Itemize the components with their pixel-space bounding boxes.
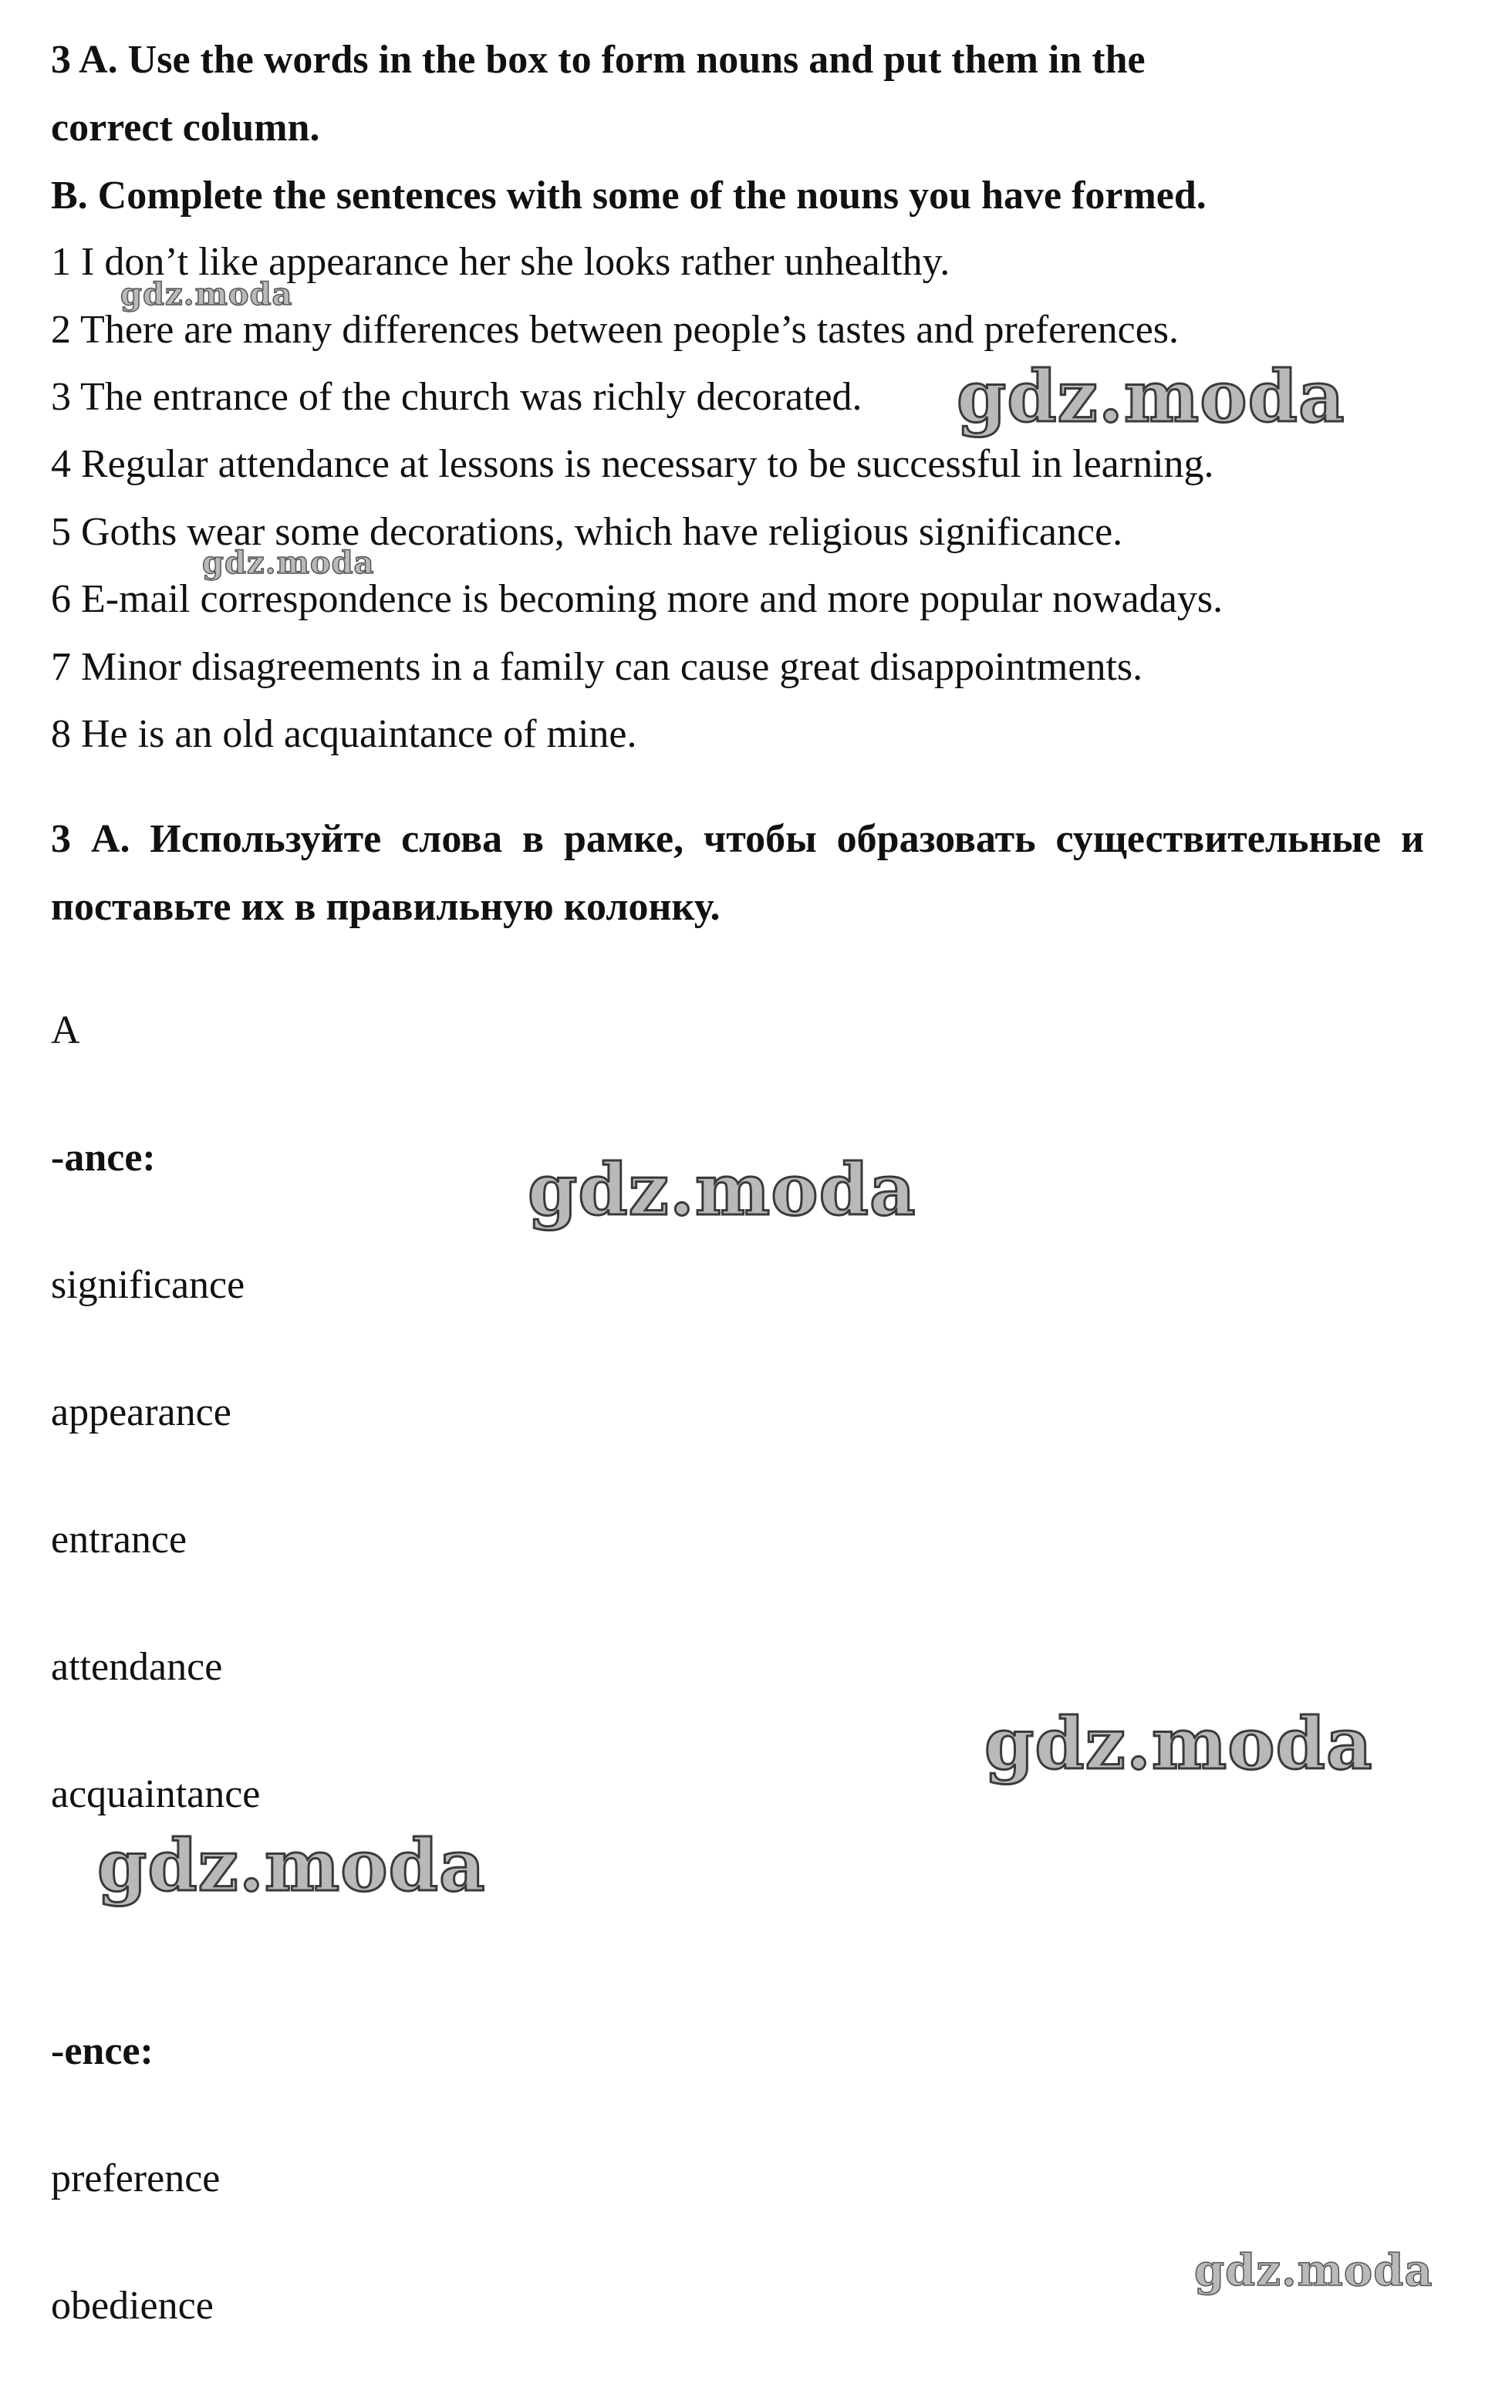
ence-word-2: obedience <box>51 2284 214 2328</box>
sentence-2: 2 There are many differences between people’s tastes and preferences. <box>51 308 1180 352</box>
task-title-line-1: 3 A. Use the words in the box to form nouns and put them in the <box>51 38 1146 82</box>
ance-word-5: acquaintance <box>51 1772 261 1816</box>
ance-word-1: significance <box>51 1263 245 1307</box>
task-title-line-2: correct column. <box>51 106 320 150</box>
watermark-logo: gdz.moda <box>202 545 375 581</box>
watermark-logo: gdz.moda <box>120 276 293 312</box>
sentence-8: 8 He is an old acquaintance of mine. <box>51 712 637 756</box>
ence-heading: -ence: <box>51 2029 154 2073</box>
sentence-3: 3 The entrance of the church was richly decorated. <box>51 375 862 419</box>
watermark-logo: gdz.moda <box>957 355 1345 438</box>
sentence-7: 7 Minor disagreements in a family can cause great disappointments. <box>51 645 1143 689</box>
sentence-5: 5 Goths wear some decorations, which have religious significance. <box>51 510 1123 554</box>
task-title-ru: 3 А. Используйте слова в рамке, чтобы образовать существительные и поставьте их в правильную колонку. <box>51 817 1424 929</box>
ence-word-1: preference <box>51 2156 221 2200</box>
sentence-4: 4 Regular attendance at lessons is necessary to be successful in learning. <box>51 442 1214 486</box>
watermark-logo: gdz.moda <box>984 1702 1373 1785</box>
sentence-1: 1 I don’t like appearance her she looks rather unhealthy. <box>51 240 950 284</box>
watermark-logo: gdz.moda <box>1194 2245 1433 2296</box>
ance-heading: -ance: <box>51 1136 156 1180</box>
ance-word-4: attendance <box>51 1645 223 1689</box>
task-b-title: B. Complete the sentences with some of the nouns you have formed. <box>51 174 1207 218</box>
sentence-6: 6 E-mail correspondence is becoming more and more popular nowadays. <box>51 577 1223 621</box>
watermark-logo: gdz.moda <box>97 1824 486 1907</box>
section-label: A <box>51 1008 80 1052</box>
watermark-logo: gdz.moda <box>528 1148 916 1231</box>
ance-word-2: appearance <box>51 1390 231 1434</box>
ance-word-3: entrance <box>51 1518 187 1562</box>
